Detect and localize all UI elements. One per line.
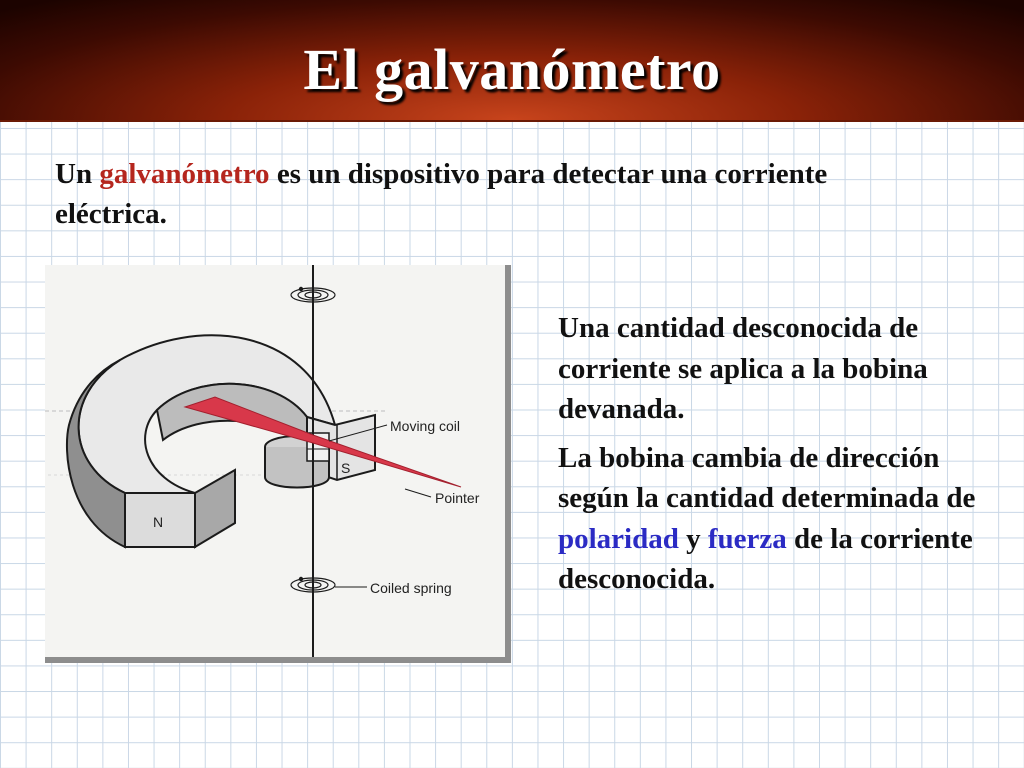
north-pole-side (195, 470, 235, 547)
slide-title: El galvanómetro (303, 37, 721, 102)
strength-highlight: fuerza (707, 522, 787, 555)
intro-part2: es un dispositivo para detectar una corriente eléctrica. (55, 158, 828, 230)
para2-part2: y (678, 522, 708, 555)
paragraph-2 (558, 438, 998, 600)
intro-part1: Un (55, 158, 100, 190)
title-bar (0, 0, 1024, 122)
paragraph-1: Una cantidad desconocida de corriente se aplica a la bobina devanada. (558, 312, 928, 425)
para2-part3: de la corriente desconocida. (558, 522, 973, 595)
moving-coil-label: Moving coil (390, 418, 461, 434)
galvanometer-figure (45, 265, 511, 663)
para2-part1: La bobina cambia de dirección según la cantidad determinada de (558, 441, 976, 514)
south-label: S (341, 460, 351, 476)
coiled-spring-label: Coiled spring (370, 580, 452, 596)
intro-highlight: galvanómetro (99, 158, 270, 190)
intro-text (55, 154, 875, 234)
leader-line (405, 489, 431, 497)
polarity-highlight: polaridad (558, 522, 679, 555)
explanation-text (558, 308, 998, 608)
north-label: N (153, 514, 164, 530)
pointer-label: Pointer (435, 490, 480, 506)
galvanometer-diagram (45, 265, 505, 657)
